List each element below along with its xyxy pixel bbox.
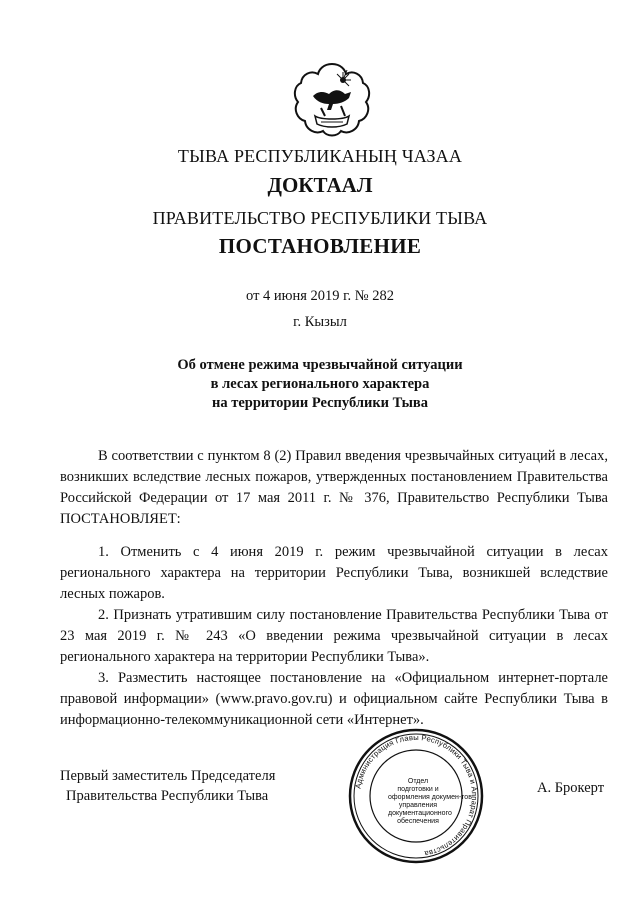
title-line: на территории Республики Тыва: [211, 395, 429, 411]
stamp-line: документационного: [388, 810, 452, 817]
clause-paragraph: 1. Отменить с 4 июня 2019 г. режим чрезвычайной ситуации в лесах регионального характера на территории Республики Тыва, возникшей вследствие лесных пожаров.: [60, 544, 608, 602]
document-date-number: от 4 июня 2019 г. № 282: [246, 288, 394, 304]
signatory-name: А. Брокерт: [537, 780, 605, 796]
stamp-inner-text: [388, 778, 472, 826]
russian-document-type: ПОСТАНОВЛЕНИЕ: [218, 234, 422, 258]
stamp-line: оформления докумен-тов: [388, 794, 472, 801]
coat-of-arms-emblem-icon: [291, 58, 373, 140]
title-line: в лесах регионального характера: [210, 376, 430, 392]
signatory-position: [60, 766, 275, 806]
russian-government-heading: ПРАВИТЕЛЬСТВО РЕСПУБЛИКИ ТЫВА: [152, 208, 488, 228]
stamp-ring-text: Администрация Главы Республики Тыва и Аппарат Правительства: [353, 732, 480, 859]
clauses-block: [60, 542, 608, 731]
clause-paragraph: 2. Признать утратившим силу постановление Правительства Республики Тыва от 23 мая 2019 г. № 243 «О введении режима чрезвычайной ситуации в лесах регионального характера на территории Республики Тыва».: [60, 607, 608, 665]
document-city: г. Кызыл: [293, 314, 347, 330]
stamp-line: Отдел: [407, 778, 429, 785]
preamble-paragraph: В соответствии с пунктом 8 (2) Правил введения чрезвычайных ситуаций в лесах, возникших вследствие лесных пожаров, утвержденных постановлением Правительства Российской Федерации от 17 мая 2011 г. № 376, Правительство Республики Тыва ПОСТАНОВЛЯЕТ:: [60, 448, 608, 527]
signatory-position-line: Первый заместитель Председателя: [60, 768, 276, 784]
signatory-position-line: Правительства Республики Тыва: [66, 788, 269, 804]
tyva-document-type: ДОКТААЛ: [267, 173, 373, 197]
document-title: [0, 356, 640, 413]
stamp-line: управления: [398, 802, 438, 809]
clause-paragraph: 3. Разместить настоящее постановление на «Официальном интернет-портале правовой информации» (www.pravo.gov.ru) и официальном сайте Республики Тыва в информационно-телекоммуникационной сети «Интернет».: [60, 670, 608, 728]
stamp-line: подготовки и: [397, 786, 439, 793]
title-line: Об отмене режима чрезвычайной ситуации: [177, 357, 463, 373]
tyva-government-heading: ТЫВА РЕСПУБЛИКАНЫҢ ЧАЗАА: [177, 146, 463, 166]
preamble-block: [60, 446, 608, 530]
stamp-line: обеспечения: [397, 818, 439, 825]
